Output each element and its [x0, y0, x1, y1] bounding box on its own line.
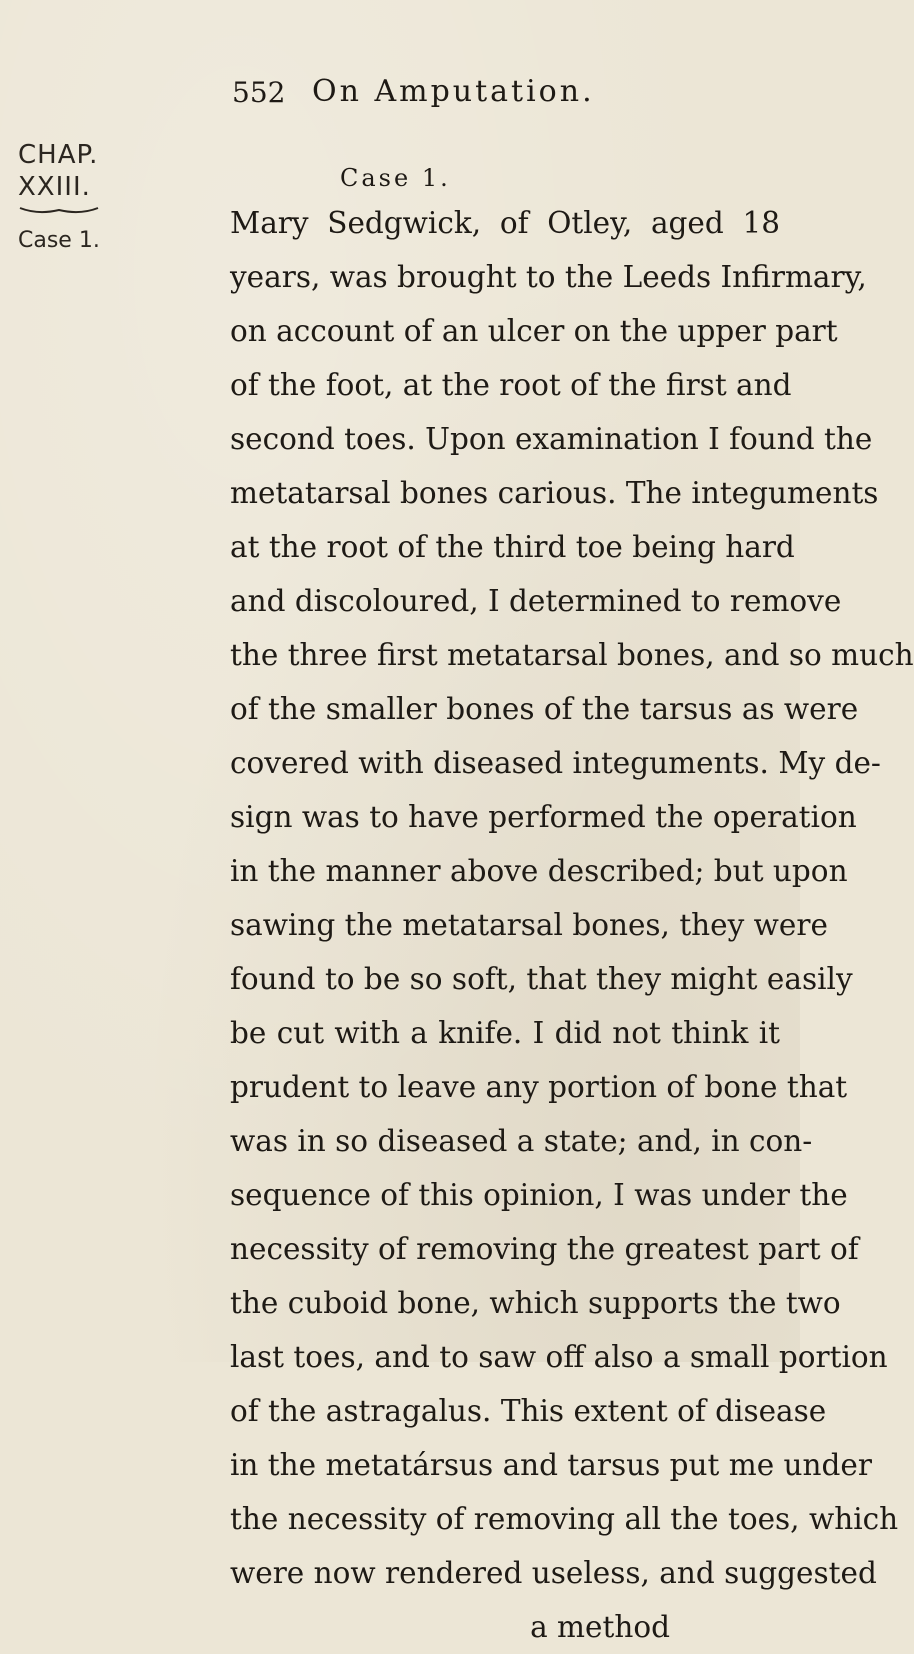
text-line: the cuboid bone, which supports the two — [230, 1286, 841, 1320]
text-line: sign was to have performed the operation — [230, 800, 857, 834]
text-line: Mary Sedgwick, of Otley, aged 18 — [230, 206, 780, 240]
text-line: the three first metatarsal bones, and so much — [230, 638, 914, 672]
text-line: found to be so soft, that they might easily — [230, 962, 853, 996]
margin-case-note: Case 1. — [18, 228, 100, 253]
text-line: metatarsal bones carious. The integuments — [230, 476, 879, 510]
text-line: years, was brought to the Leeds Infirmary, — [230, 260, 867, 294]
text-line: the necessity of removing all the toes, which — [230, 1502, 899, 1536]
text-line: sequence of this opinion, I was under the — [230, 1178, 848, 1212]
text-line: and discoloured, I determined to remove — [230, 584, 842, 618]
text-line: necessity of removing the greatest part of — [230, 1232, 859, 1266]
text-line: last toes, and to saw off also a small portion — [230, 1340, 888, 1374]
text-line: of the astragalus. This extent of disease — [230, 1394, 827, 1428]
margin-brace-icon — [18, 206, 100, 216]
text-line: on account of an ulcer on the upper part — [230, 314, 838, 348]
text-line: was in so diseased a state; and, in con- — [230, 1124, 813, 1158]
text-line: were now rendered useless, and suggested — [230, 1556, 877, 1590]
margin-chapter-label: CHAP. — [18, 140, 99, 170]
page-number: 552 — [232, 76, 286, 109]
text-line: in the manner above described; but upon — [230, 854, 848, 888]
body-paragraph — [230, 196, 914, 1654]
catchword-line: a method — [530, 1610, 670, 1644]
text-line: of the foot, at the root of the first and — [230, 368, 792, 402]
text-line: of the smaller bones of the tarsus as were — [230, 692, 859, 726]
running-head-title: On Amputation. — [312, 74, 595, 109]
text-line: sawing the metatarsal bones, they were — [230, 908, 828, 942]
text-line: at the root of the third toe being hard — [230, 530, 795, 564]
text-line: second toes. Upon examination I found the — [230, 422, 873, 456]
text-line: in the metatársus and tarsus put me under — [230, 1448, 872, 1482]
text-line: be cut with a knife. I did not think it — [230, 1016, 780, 1050]
case-heading: Case 1. — [340, 164, 451, 192]
text-line: prudent to leave any portion of bone that — [230, 1070, 848, 1104]
margin-chapter-number: XXIII. — [18, 172, 91, 202]
text-line: covered with diseased integuments. My de- — [230, 746, 881, 780]
